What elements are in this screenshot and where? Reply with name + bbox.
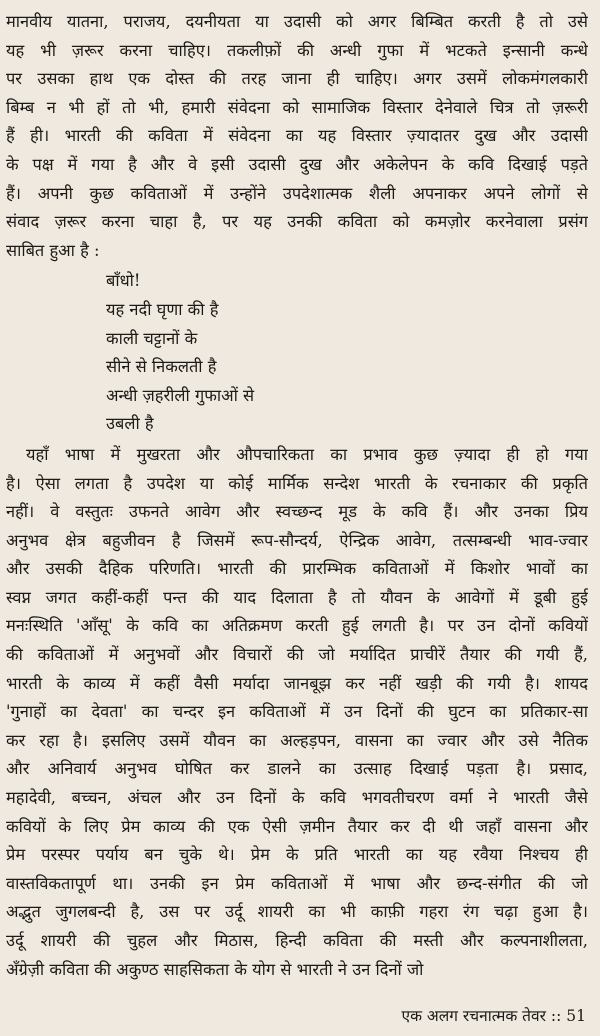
text-line: 'गुनाहों का देवता' का चन्दर इन कविताओं में उन दिनों की घुटन का प्रतिकार-सा: [6, 702, 588, 722]
text-line: उर्दू शायरी की चुहल और मिठास, हिन्दी कविता की मस्ती और कल्पनाशीलता,: [6, 931, 588, 950]
text-line: साबित हुआ है :: [6, 240, 100, 260]
poem-quote: [6, 267, 588, 439]
text-line: मानवीय यातना, पराजय, दयनीयता या उदासी को अगर बिम्बित करती है तो उसे: [6, 12, 588, 31]
poem-line: काली चट्टानों के: [106, 328, 198, 348]
text-line: हैं। अपनी कुछ कविताओं में उन्होंने उपदेशात्मक शैली अपनाकर अपने लोगों से: [6, 183, 588, 203]
text-line: स्वप्न जगत कहीं-कहीं पन्त की याद दिलाता है तो यौवन के आवेगों में डूबी हुई: [6, 587, 588, 607]
text-line: की कविताओं में अनुभवों और विचारों की जो मर्यादित प्राचीरें तैयार की गयी हैं,: [6, 645, 588, 665]
page-footer: एक अलग रचनात्मक तेवर :: 51: [401, 1007, 586, 1025]
text-line: कर रहा है। इसलिए उसमें यौवन का अल्हड़पन, वासना का ज्वार और उसे नैतिक: [6, 730, 588, 750]
text-line: मनःस्थिति 'आँसू' के कवि का अतिक्रमण करती हुई लगती है। पर उन दोनों कवियों: [6, 616, 588, 636]
poem-line: अन्धी ज़हरीली गुफाओं से: [106, 385, 255, 405]
text-line: और अनिवार्य अनुभव घोषित कर डालने का उत्साह दिखाई पड़ता है। प्रसाद,: [6, 759, 588, 779]
text-line: और उसकी दैहिक परिणति। भारती की प्रारम्भिक कविताओं में किशोर भावों का: [6, 559, 588, 579]
text-line: के पक्ष में गया है और वे इसी उदासी दुख और अकेलेपन के कवि दिखाई पड़ते: [6, 154, 588, 174]
text-line: प्रेम परस्पर पर्याय बन चुके थे। प्रेम के प्रति भारती का यह रवैया निश्चय ही: [6, 845, 588, 865]
poem-line: बाँधो!: [106, 271, 141, 291]
text-line: महादेवी, बच्चन, अंचल और उन दिनों के कवि भगवतीचरण वर्मा ने भारती जैसे: [6, 788, 588, 808]
text-line: नहीं। वे वस्तुतः उफनते आवेग और स्वच्छन्द मूड के कवि हैं। और उनका प्रिय: [6, 502, 588, 522]
poem-line: उबली है: [106, 414, 154, 434]
paragraph-2: [6, 441, 588, 984]
paragraph-1: [6, 8, 588, 265]
poem-line: यह नदी घृणा की है: [106, 299, 219, 319]
text-line: बिम्ब न भी हों तो भी, हमारी संवेदना को सामाजिक विस्तार देनेवाले चित्र तो ज़रूरी: [6, 97, 588, 117]
text-line: यहाँ भाषा में मुखरता और औपचारिकता का प्रभाव कुछ ज़्यादा ही हो गया: [26, 444, 588, 464]
poem-line: सीने से निकलती है: [106, 357, 217, 377]
text-line: है। ऐसा लगता है उपदेश या कोई मार्मिक सन्देश भारती के रचनाकार की प्रकृति: [6, 473, 588, 493]
text-line: अद्भुत जुगलबन्दी है, उस पर उर्दू शायरी का भी काफ़ी गहरा रंग चढ़ा हुआ है।: [6, 902, 588, 922]
text-line: अनुभव क्षेत्र बहुजीवन है जिसमें रूप-सौन्दर्य, ऐन्द्रिक आवेग, तत्सम्बन्धी भाव-ज्वार: [6, 530, 588, 550]
text-line: यह भी ज़रूर करना चाहिए। तकलीफ़ों की अन्धी गुफा में भटकते इन्सानी कन्धे: [6, 40, 588, 60]
text-line: भारती के काव्य में कहीं वैसी मर्यादा जानबूझ कर नहीं खड़ी की गयी है। शायद: [6, 673, 588, 693]
text-line: वास्तविकतापूर्ण था। उनकी इन प्रेम कविताओं में भाषा और छन्द-संगीत की जो: [6, 873, 588, 893]
text-line: अँग्रेज़ी कविता की अकुण्ठ साहसिकता के योग से भारती ने उन दिनों जो: [6, 959, 424, 979]
text-line: हैं ही। भारती की कविता में संवेदना का यह विस्तार ज़्यादातर दुख और उदासी: [6, 126, 588, 146]
text-line: कवियों के लिए प्रेम काव्य की एक ऐसी ज़मीन तैयार कर दी थी जहाँ वासना और: [6, 816, 588, 836]
text-line: पर उसका हाथ एक दोस्त की तरह जाना ही चाहिए। अगर उसमें लोकमंगलकारी: [6, 69, 588, 89]
text-line: संवाद ज़रूर करना चाहा है, पर यह उनकी कविता को कमज़ोर करनेवाला प्रसंग: [6, 212, 588, 232]
